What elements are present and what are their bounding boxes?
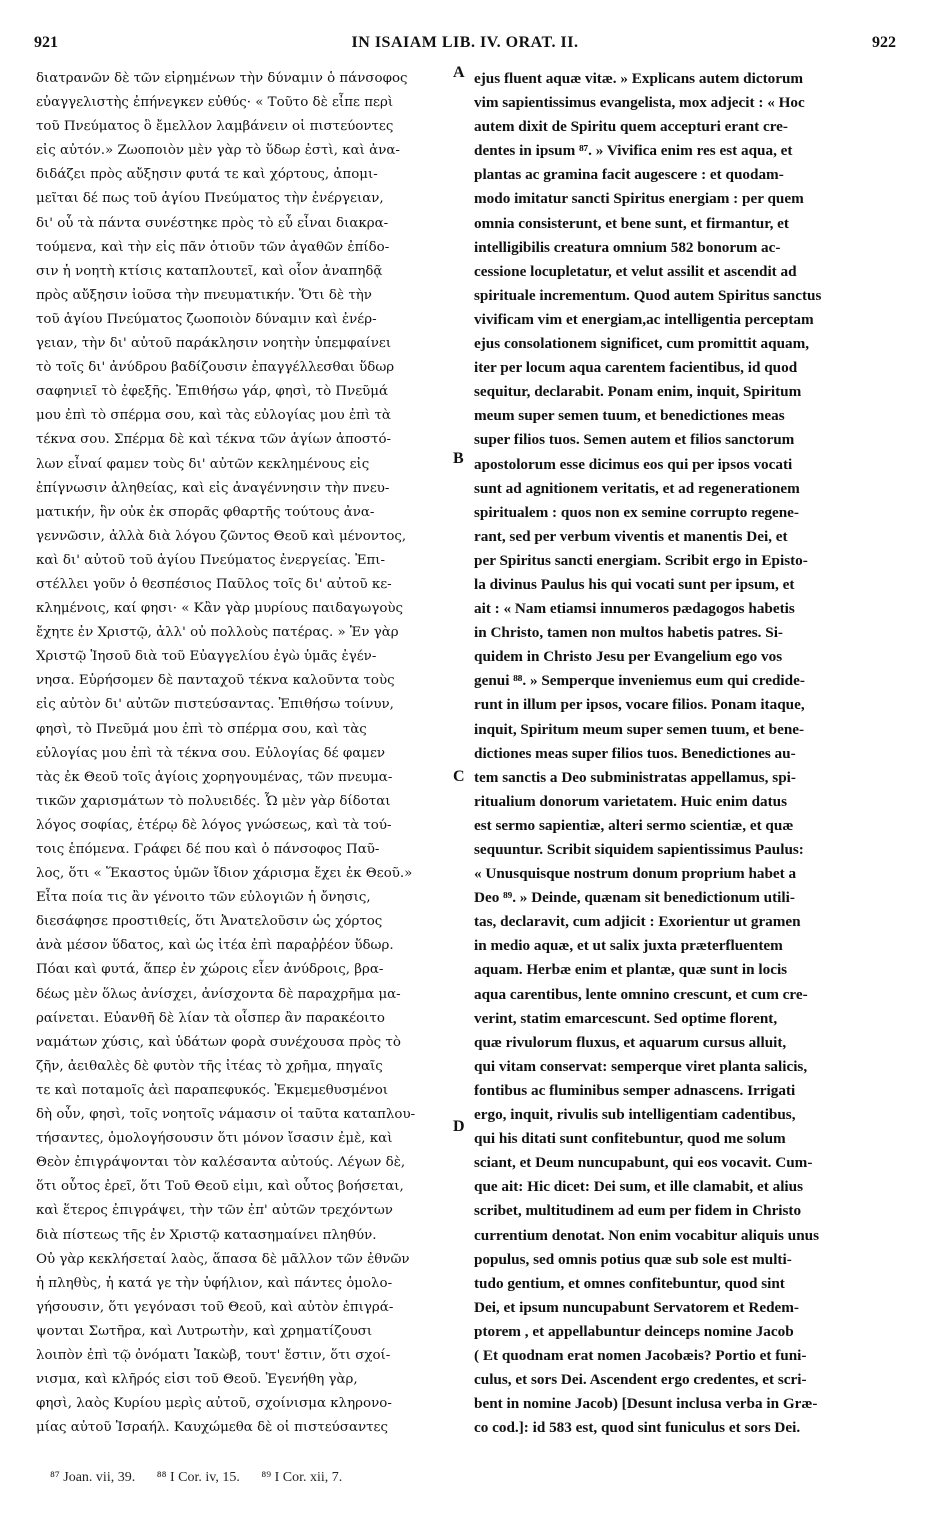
latin-text-line: tas, declaravit, cum adjicit : Exorientur ut gramen <box>474 913 801 931</box>
greek-text-line: ραίνεται. Εὐανθῆ δὲ λίαν τὰ οἷσπερ ἂν παρακέοιτο <box>36 1010 385 1026</box>
greek-text-line: σαφηνιεῖ τὸ ἐφεξῆς. Ἐπιθήσω γάρ, φησὶ, τὸ Πνεῦμά <box>36 384 389 400</box>
greek-text-line: μίας αὐτοῦ Ἰσραήλ. Καυχώμεθα δὲ οἱ πιστεύσαντες <box>36 1420 388 1436</box>
greek-text-line: τικῶν χαρισμάτων τὸ πολυειδές. Ὧ μὲν γὰρ δίδοται <box>36 793 391 809</box>
greek-text-line: γήσουσιν, ὅτι γεγόνασι τοῦ Θεοῦ, καὶ αὐτὸν ἐπιγρά- <box>36 1299 394 1315</box>
latin-text-line: super filios tuos. Semen autem et filios sanctorum <box>474 431 795 449</box>
latin-text-line: modo imitatur sancti Spiritus energiam : per quem <box>474 190 804 208</box>
greek-text-line: εὐαγγελιστὴς ἐπήνεγκεν εὐθύς· « Τοῦτο δὲ εἶπε περὶ <box>36 95 394 111</box>
latin-text-line: co cod.]: id 583 est, quod sint funiculus et sors Dei. <box>474 1419 801 1437</box>
latin-text-line: autem dixit de Spiritu quem accepturi erant cre- <box>474 118 788 136</box>
latin-text-line: ( Et quodnam erat nomen Jacobæis? Portio et funi- <box>474 1346 807 1364</box>
greek-text-line: νησα. Εὑρήσομεν δὲ πανταχοῦ τέκνα καλοῦντα τοὺς <box>36 673 395 689</box>
greek-text-line: τοῦ ἁγίου Πνεύματος ζωοποιὸν δύναμιν καὶ ἐνέρ- <box>36 311 377 327</box>
latin-text-line: intelligibilis creatura omnium 582 bonorum ac- <box>474 238 781 256</box>
latin-text-line: culus, et sors Dei. Ascendent ergo credentes, et scri- <box>474 1371 807 1389</box>
latin-text-line: tem sanctis a Deo subministratas appellamus, spi- <box>474 768 796 786</box>
greek-text-line: Χριστῷ Ἰησοῦ διὰ τοῦ Εὐαγγελίου ἐγὼ ὑμᾶς ἐγέν- <box>36 649 377 665</box>
greek-text-line: δι' οὗ τὰ πάντα συνέστηκε πρὸς τὸ εὖ εἶναι διακρα- <box>36 215 389 231</box>
latin-text-line: quæ rivulorum fluxus, et aquarum cursus alluit, <box>474 1033 787 1051</box>
latin-text-line: la divinus Paulus his qui vocati sunt per ipsum, et <box>474 575 795 593</box>
latin-text-line: verint, statim emarcescunt. Sed optime florent, <box>474 1009 778 1027</box>
greek-text-line: λων εἶναί φαμεν τοὺς δι' αὐτῶν κεκλημένους εἰς <box>36 456 370 472</box>
latin-text-line: spirituale incrementum. Quod autem Spiritus sanctus <box>474 286 822 304</box>
greek-text-line: διεσάφησε προστιθείς, ὅτι Ἀνατελοῦσιν ὡς χόρτος <box>36 914 383 930</box>
latin-text-line: vim sapientissimus evangelista, mox adjecit : « Hoc <box>474 94 805 112</box>
greek-text-line: ψονται Σωτῆρα, καὶ Λυτρωτὴν, καὶ χρηματίζουσι <box>36 1323 373 1339</box>
footnote-89: ⁸⁹ I Cor. xii, 7. <box>261 1470 343 1485</box>
footnote-88: ⁸⁸ I Cor. iv, 15. <box>156 1470 240 1485</box>
greek-text-line: ναμάτων χύσις, καὶ ὑδάτων φορὰ συνέχουσα πρὸς τὸ <box>36 1034 401 1050</box>
latin-text-line: qui vitam conservat: semperque viret planta salicis, <box>474 1057 808 1075</box>
greek-text-line: εἰς αὐτόν.» Ζωοποιὸν μὲν γὰρ τὸ ὕδωρ ἐστὶ, καὶ ἀνα- <box>36 143 400 159</box>
latin-text-line: in Christo, tamen non multos habetis patres. Si- <box>474 624 783 642</box>
greek-text-line: μου ἐπὶ τὸ σπέρμα σου, καὶ τὰς εὐλογίας μου ἐπὶ τὰ <box>36 408 391 424</box>
greek-text-line: φησὶ, τὸ Πνεῦμά μου ἐπὶ τὸ σπέρμα σου, καὶ τὰς <box>36 721 367 737</box>
latin-text-line: inquit, Spiritum meum super semen tuum, et bene- <box>474 720 805 738</box>
latin-text-line: qui his ditati sunt confitebuntur, quod me solum <box>474 1130 786 1148</box>
section-marker-b: B <box>453 450 464 467</box>
greek-text-line: ἡ πληθὺς, ἡ κατά γε τὴν ὑφήλιον, καὶ πάντες ὁμολο- <box>36 1275 393 1291</box>
greek-text-line: τοῦ Πνεύματος ὃ ἔμελλον λαμβάνειν οἱ πιστεύοντες <box>36 119 394 135</box>
greek-text-line: νισμα, καὶ κλῆρός εἰσι τοῦ Θεοῦ. Ἐγενήθη γὰρ, <box>36 1372 358 1388</box>
greek-text-line: καὶ δι' αὐτοῦ τοῦ ἁγίου Πνεύματος ἐνεργείας. Ἐπι- <box>36 552 386 568</box>
latin-text-line: spiritualem : quos non ex semine corrupto regene- <box>474 503 799 521</box>
footnote-87: ⁸⁷ Joan. vii, 39. <box>50 1470 136 1485</box>
latin-text-line: sunt ad agnitionem veritatis, et ad regenerationem <box>474 479 800 497</box>
latin-text-line: ait : « Nam etiamsi innumeros pædagogos habetis <box>474 600 795 618</box>
greek-text-line: λοιπὸν ἐπὶ τῷ ὀνόματι Ἰακὼβ, τουτ' ἔστιν, ὅτι σχοί- <box>36 1347 391 1363</box>
greek-text-line: Εἶτα ποία τις ἂν γένοιτο τῶν εὐλογιῶν ἡ ὄνησις, <box>36 890 371 906</box>
greek-text-line: Οὐ γὰρ κεκλήσεταί λαὸς, ἅπασα δὲ μᾶλλον τῶν ἐθνῶν <box>36 1251 410 1267</box>
greek-text-line: δὴ οὖν, φησὶ, τοῖς νοητοῖς νάμασιν οἱ ταῦτα καταπλου- <box>36 1107 416 1123</box>
page-number-right: 922 <box>872 34 896 51</box>
greek-text-line: δέως μὲν ὅλως ἀνίσχει, ἀνίσχοντα δὲ παραχρῆμα μα- <box>36 986 401 1002</box>
greek-text-line: γεννῶσιν, ἀλλὰ διὰ λόγου ζῶντος Θεοῦ καὶ μένοντος, <box>36 528 407 544</box>
greek-text-line: τὰς ἐκ Θεοῦ τοῖς ἁγίοις χορηγουμένας, τῶν πνευμα- <box>36 769 393 785</box>
latin-text-line: fontibus ac fluminibus semper adnascens. Irrigati <box>474 1081 796 1099</box>
greek-text-line: ἔχητε ἐν Χριστῷ, ἀλλ' οὐ πολλοὺς πατέρας. » Ἐν γὰρ <box>36 625 399 641</box>
page-number-left: 921 <box>34 34 58 51</box>
latin-text-line: Deo ⁸⁹. » Deinde, quænam sit benedictionum utili- <box>474 889 795 907</box>
latin-text-line: tudo gentium, et omnes confitebuntur, quod sint <box>474 1274 785 1292</box>
greek-text-line: ματικήν, ἣν οὐκ ἐκ σπορᾶς φθαρτῆς τούτους ἀνα- <box>36 504 375 520</box>
greek-text-line: λος, ὅτι « Ἕκαστος ὑμῶν ἴδιον χάρισμα ἔχει ἐκ Θεοῦ.» <box>36 866 413 882</box>
latin-text-line: cessione locupletatur, et velut assilit et ascendit ad <box>474 262 797 280</box>
greek-text-line: καὶ ἕτερος ἐπιγράψει, τὴν τῶν ἐπ' αὐτῶν τρεχόντων <box>36 1203 393 1219</box>
greek-text-line: τούμενα, καὶ τὴν εἰς πᾶν ὁτιοῦν τῶν ἀγαθῶν ἐπίδο- <box>36 239 390 255</box>
greek-text-line: ἐπίγνωσιν ἀληθείας, καὶ εἰς ἀναγέννησιν τὴν πνευ- <box>36 480 390 496</box>
greek-column <box>36 67 454 1440</box>
section-marker-a: A <box>453 64 465 81</box>
greek-text-line: τὸ τοῖς δι' ἀνύδρου βαδίζουσιν ἐπαγγέλλεσθαι ὕδωρ <box>36 360 395 376</box>
latin-text-line: aqua carentibus, lente omnino crescunt, et cum cre- <box>474 985 808 1003</box>
latin-text-line: bent in nomine Jacob) [Desunt inclusa verba in Græ- <box>474 1395 818 1413</box>
greek-text-line: τοις ἑπόμενα. Γράφει δέ που καὶ ὁ πάνσοφος Παῦ- <box>36 842 380 857</box>
greek-text-line: Θεὸν ἐπιγράψονται τὸν καλέσαντα αὐτούς. Λέγων δὲ, <box>36 1155 406 1171</box>
greek-text-line: πρὸς αὔξησιν ἰοῦσα τὴν πνευματικήν. Ὅτι δὲ τὴν <box>36 287 372 303</box>
greek-text-line: μεῖται δέ πως τοῦ ἁγίου Πνεύματος τὴν ἐνέργειαν, <box>36 191 384 207</box>
greek-text-line: ὅτι οὗτος ἐρεῖ, ὅτι Τοῦ Θεοῦ εἰμι, καὶ οὗτος βοήσεται, <box>36 1179 404 1195</box>
latin-text-line: plantas ac gramina facit augescere : et quodam- <box>474 166 784 184</box>
latin-text-line: populus, sed omnis potius quæ sub sole est multi- <box>474 1250 792 1268</box>
latin-text-line: Dei, et ipsum nuncupabunt Servatorem et Redem- <box>474 1298 799 1316</box>
latin-text-line: per Spiritus sancti energiam. Scribit ergo in Episto- <box>474 551 808 569</box>
greek-text-line: γειαν, τὴν δι' αὐτοῦ παράκλησιν νοητὴν ὑπεμφαίνει <box>36 336 392 352</box>
greek-text-line: ἀνὰ μέσον ὕδατος, καὶ ὡς ἰτέα ἐπὶ παραῤῥέον ὕδωρ. <box>36 938 394 954</box>
greek-text-line: λόγος σοφίας, ἑτέρῳ δὲ λόγος γνώσεως, καὶ τὰ τού- <box>36 817 392 833</box>
latin-text-line: sequitur, declarabit. Ponam enim, inquit, Spiritum <box>474 383 802 401</box>
section-marker-c: C <box>453 768 465 785</box>
latin-text-line: omnia consisterunt, et bene sunt, et firmantur, et <box>474 214 789 232</box>
latin-text-line: scribet, multitudinem ad eum per fidem in Christo <box>474 1202 802 1220</box>
greek-text-line: τέκνα σου. Σπέρμα δὲ καὶ τέκνα τῶν ἁγίων ἀποστό- <box>36 432 392 448</box>
latin-text-line: dictiones meas super filios tuos. Benedictiones au- <box>474 744 796 762</box>
greek-text-line: φησὶ, λαὸς Κυρίου μερὶς αὐτοῦ, σχοίνισμα κληρονο- <box>36 1396 392 1412</box>
section-marker-d: D <box>453 1118 465 1135</box>
latin-text-line: meum super semen tuum, et benedictiones meas <box>474 407 785 425</box>
latin-text-line: rant, sed per verbum viventis et manentis Dei, et <box>474 527 788 545</box>
greek-text-line: Πόαι καὶ φυτά, ἅπερ ἐν χώροις εἶεν ἀνύδροις, βρα- <box>36 962 384 978</box>
latin-text-line: in medio aquæ, et ut salix juxta præterfluentem <box>474 937 783 955</box>
latin-text-line: apostolorum esse dicimus eos qui per ipsos vocati <box>474 455 793 473</box>
greek-text-line: σιν ἡ νοητὴ κτίσις καταπλουτεῖ, καὶ οἷον ἀναπηδᾷ <box>36 263 383 279</box>
latin-text-line: que ait: Hic dicet: Dei sum, et ille clamabit, et alius <box>474 1178 804 1196</box>
greek-text-line: ζῆν, ἀειθαλὲς δὲ φυτὸν τῆς ἰτέας τὸ χρῆμα, πηγαῖς <box>36 1058 383 1074</box>
greek-text-line: εἰς αὐτὸν δι' αὐτῶν πιστεύσαντας. Ἐπιθήσω τοίνυν, <box>36 697 394 713</box>
latin-text-line: runt in illum per ipsos, vocare filios. Ponam itaque, <box>474 696 805 714</box>
latin-text-line: dentes in ipsum ⁸⁷. » Vivifica enim res est aqua, et <box>474 142 793 160</box>
latin-text-line: sciant, et Deum nuncupabunt, qui eos vocavit. Cum- <box>474 1154 813 1172</box>
greek-text-line: τε καὶ ποταμοῖς ἀεὶ παραπεφυκός. Ἐκμεμεθυσμένοι <box>36 1082 389 1098</box>
latin-text-line: ejus consolationem significet, cum promittit aquam, <box>474 335 810 353</box>
page-header <box>34 34 896 56</box>
latin-text-line: genui ⁸⁸. » Semperque inveniemus eum qui credide- <box>474 672 805 690</box>
latin-text-line: ritualium donorum varietatem. Huic enim datus <box>474 792 788 810</box>
greek-text-line: κλημένοις, καί φησι· « Κἂν γὰρ μυρίους παιδαγωγοὺς <box>36 601 404 617</box>
greek-text-line: διδάζει πρὸς αὔξησιν φυτά τε καὶ χόρτους, ἀπομι- <box>36 167 378 183</box>
latin-text-line: ptorem , et appellabuntur deinceps nomine Jacob <box>474 1322 794 1340</box>
latin-text-line: « Unusquisque nostrum donum proprium habet a <box>474 865 797 883</box>
latin-text-line: ejus fluent aquæ vitæ. » Explicans autem dictorum <box>474 70 804 87</box>
greek-text-line: διὰ πίστεως τῆς ἐν Χριστῷ κατασημαίνει πληθύν. <box>36 1227 377 1243</box>
latin-text-line: iter per locum aqua carentem facientibus, id quod <box>474 359 798 377</box>
latin-text-line: ergo, inquit, rivulis sub intelligentiam cadentibus, <box>474 1106 796 1124</box>
footnotes <box>50 1470 470 1486</box>
latin-text-line: aquam. Herbæ enim et plantæ, quæ sunt in locis <box>474 961 788 979</box>
greek-text-line: τήσαντες, ὁμολογήσουσιν ὅτι μόνον ἴσασιν ἐμὲ, καὶ <box>36 1131 393 1147</box>
running-title: IN ISAIAM LIB. IV. ORAT. II. <box>351 34 579 51</box>
greek-text-line: εὐλογίας μου ἐπὶ τὰ τέκνα σου. Εὐλογίας δέ φαμεν <box>36 745 386 761</box>
latin-text-line: vivificam vim et energiam,ac intelligentia perceptam <box>474 310 814 328</box>
greek-text-line: στέλλει γοῦν ὁ θεσπέσιος Παῦλος τοῖς δι' αὐτοῦ κε- <box>36 576 392 592</box>
latin-text-line: sequuntur. Scribit siquidem sapientissimus Paulus: <box>474 841 804 858</box>
greek-text-line: διατρανῶν δὲ τῶν εἰρημένων τὴν δύναμιν ὁ πάνσοφος <box>36 71 408 86</box>
latin-text-line: currentium denotat. Non enim vocabitur aliquis unus <box>474 1226 820 1244</box>
latin-text-line: quidem in Christo Jesu per Evangelium ego vos <box>474 648 783 666</box>
latin-text-line: est sermo sapientiæ, alteri sermo scientiæ, et quæ <box>474 816 794 834</box>
latin-column <box>474 67 894 1440</box>
